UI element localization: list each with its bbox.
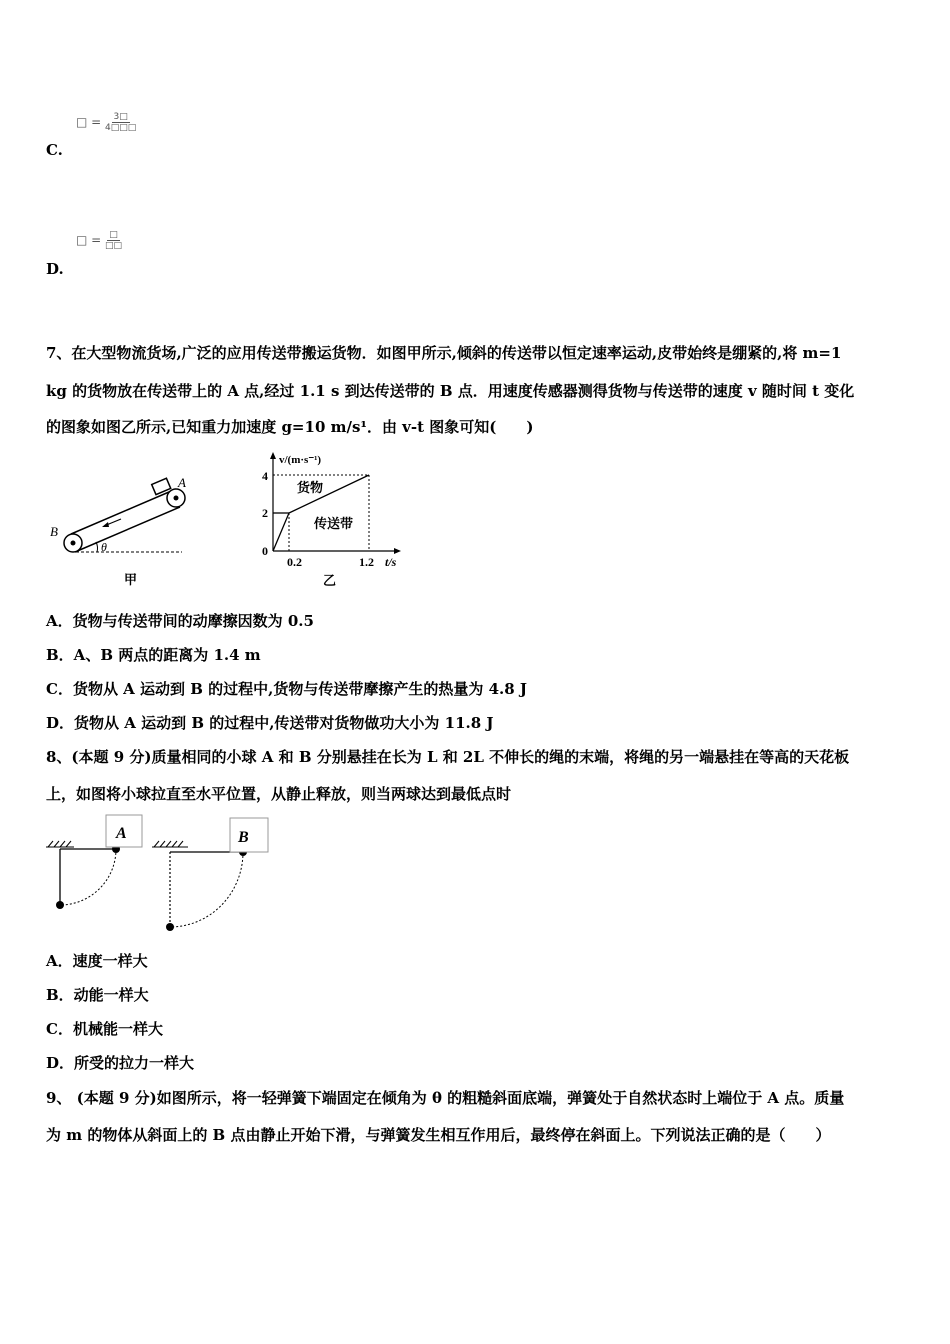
belt-arrow-head <box>102 522 109 527</box>
formula-numerator: 3□ <box>113 112 128 122</box>
option-c-label: C. <box>46 141 63 159</box>
belt-top-edge <box>71 489 176 534</box>
swing-path-a <box>60 849 116 905</box>
option-c-formula <box>76 112 136 133</box>
ceiling-hatch-a <box>48 841 71 847</box>
q7-text-line-2: kg 的货物放在传送带上的 A 点,经过 1.1 s 到达传送带的 B 点．用速度传感器测得货物与传送带的速度 v 随时间 t 变化 <box>46 382 855 400</box>
formula-numerator: □ <box>109 230 118 240</box>
x-tick-0-2: 0.2 <box>287 555 302 569</box>
y-axis-arrow <box>270 452 276 459</box>
ceiling-hatch-b <box>154 841 183 847</box>
ball-a-bottom <box>56 901 64 909</box>
q7-option-c: C．货物从 A 运动到 B 的过程中,货物与传送带摩擦产生的热量为 4.8 J <box>46 680 528 698</box>
q8-option-c: C．机械能一样大 <box>46 1020 163 1038</box>
y-tick-4: 4 <box>262 469 268 483</box>
q8-option-d: D．所受的拉力一样大 <box>46 1054 195 1072</box>
angle-arc <box>96 542 97 552</box>
q7-text-line-3: 的图象如图乙所示,已知重力加速度 g=10 m/s¹．由 v-t 图象可知( ) <box>46 418 534 436</box>
vt-graph <box>255 448 415 593</box>
bottom-pulley-axle <box>71 541 76 546</box>
swing-path-b <box>170 852 243 927</box>
q9-text-line-2: 为 m 的物体从斜面上的 B 点由静止开始下滑，与弹簧发生相互作用后，最终停在斜面上。下列说法正确的是（ ） <box>46 1126 831 1144</box>
belt-bottom-edge <box>75 507 180 552</box>
q9-text-line-1: 9、 (本题 9 分)如图所示，将一轻弹簧下端固定在倾角为 θ 的粗糙斜面底端，弹簧处于自然状态时上端位于 A 点。质量 <box>46 1089 845 1107</box>
label-a: A <box>116 825 127 842</box>
option-d-formula <box>76 230 122 251</box>
q7-option-d: D．货物从 A 运动到 B 的过程中,传送带对货物做功大小为 11.8 J <box>46 714 494 732</box>
q7-option-b: B．A、B 两点的距离为 1.4 m <box>46 646 261 664</box>
top-pulley-axle <box>174 496 179 501</box>
x-axis-arrow <box>394 548 401 554</box>
label-b: B <box>50 524 58 539</box>
cargo-series-segment <box>273 513 289 551</box>
figure-caption-yi: 乙 <box>323 573 337 588</box>
conveyor-figure <box>46 470 196 595</box>
x-tick-1-2: 1.2 <box>359 555 374 569</box>
x-axis-label: t/s <box>385 555 397 569</box>
label-theta: θ <box>101 540 107 554</box>
option-d-label: D. <box>46 260 64 278</box>
pendulum-figure <box>44 812 284 938</box>
formula-lhs: □ = <box>76 115 102 129</box>
q7-option-a: A．货物与传送带间的动摩擦因数为 0.5 <box>46 612 314 630</box>
series-label-belt: 传送带 <box>314 516 354 531</box>
y-tick-2: 2 <box>262 506 268 520</box>
q8-option-a: A．速度一样大 <box>46 952 148 970</box>
label-box-b <box>230 818 268 852</box>
formula-fraction <box>105 230 122 251</box>
q8-text-line-1: 8、(本题 9 分)质量相同的小球 A 和 B 分别悬挂在长为 L 和 2L 不伸长的绳的末端，将绳的另一端悬挂在等高的天花板 <box>46 748 850 766</box>
label-a: A <box>178 475 186 490</box>
q7-text-line-1: 7、在大型物流货场,广泛的应用传送带搬运货物．如图甲所示,倾斜的传送带以恒定速率运动,皮带始终是绷紧的,将 m=1 <box>46 344 842 362</box>
formula-denominator: 4□□□ <box>105 123 137 133</box>
q8-option-b: B．动能一样大 <box>46 986 149 1004</box>
q8-text-line-2: 上，如图将小球拉直至水平位置，从静止释放，则当两球达到最低点时 <box>46 785 512 803</box>
formula-denominator: □□ <box>105 241 123 251</box>
formula-fraction <box>105 112 136 133</box>
label-b: B <box>238 829 249 846</box>
series-label-cargo: 货物 <box>297 480 324 495</box>
origin-label: 0 <box>262 544 268 558</box>
formula-lhs: □ = <box>76 233 102 247</box>
y-axis-label: v/(m·s⁻¹) <box>279 454 322 466</box>
ball-b-bottom <box>166 923 174 931</box>
figure-caption-jia: 甲 <box>124 572 138 587</box>
